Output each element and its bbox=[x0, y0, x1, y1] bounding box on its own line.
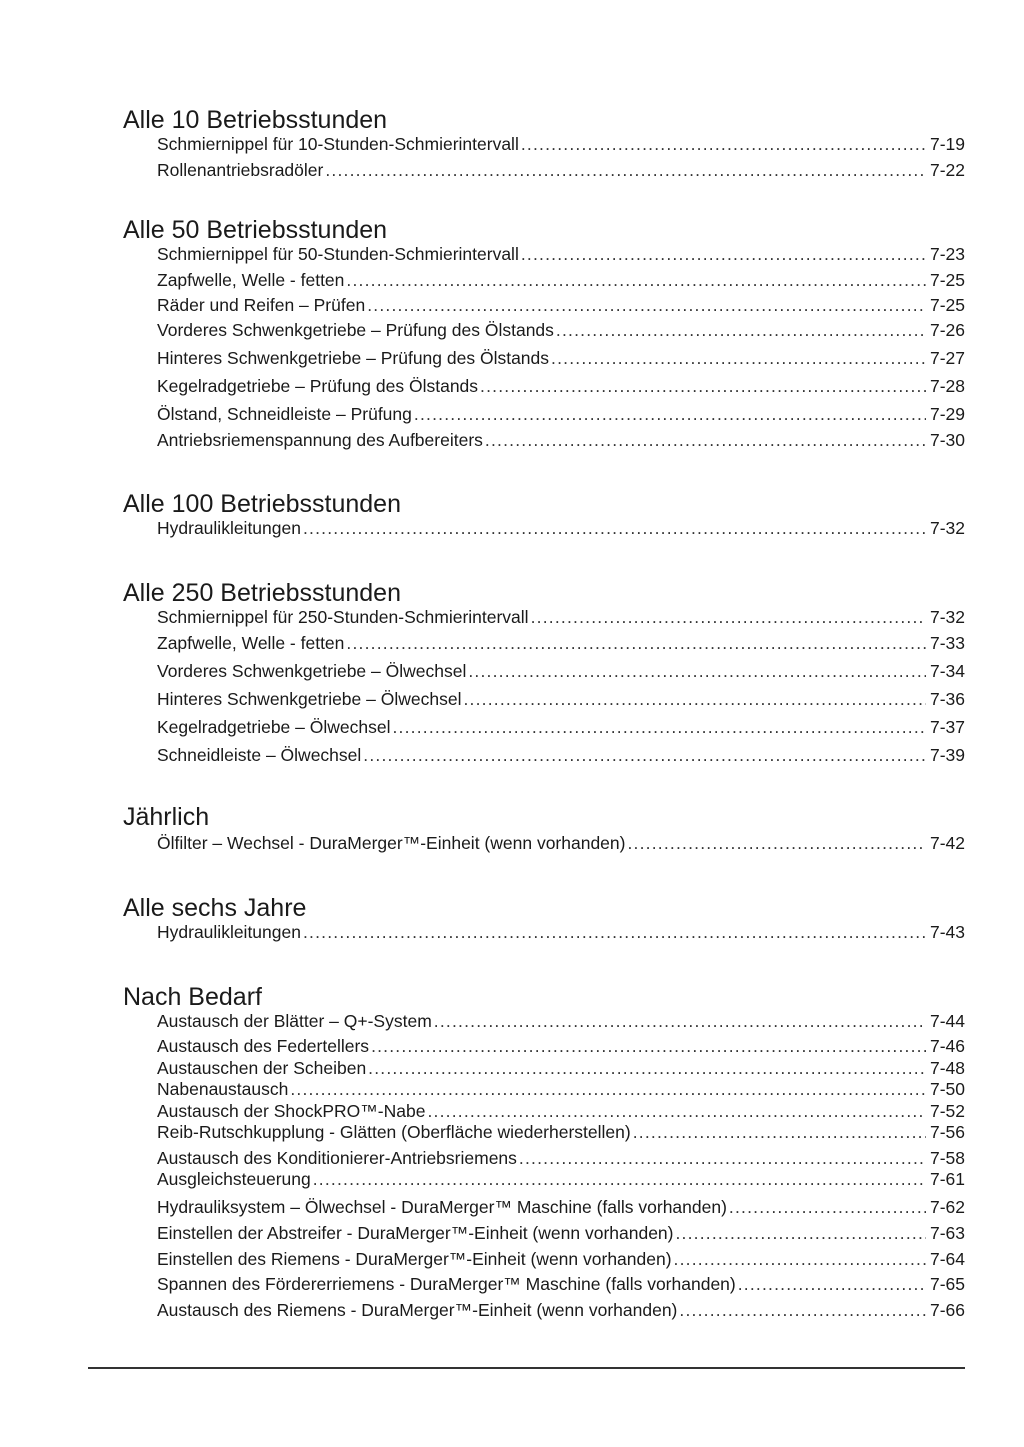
entry-label: Zapfwelle, Welle - fetten bbox=[157, 270, 345, 290]
entry-page: 7-29 bbox=[929, 404, 965, 424]
dot-leader bbox=[521, 133, 926, 155]
entry-label: Kegelradgetriebe – Prüfung des Ölstands bbox=[157, 376, 479, 396]
entry-page: 7-62 bbox=[929, 1197, 965, 1217]
entry-label: Einstellen des Riemens - DuraMerger™-Einheit (wenn vorhanden) bbox=[157, 1249, 672, 1269]
entry-label: Schmiernippel für 50-Stunden-Schmierintervall bbox=[157, 244, 519, 264]
section-title: Alle sechs Jahre bbox=[123, 894, 307, 922]
toc-entry[interactable] bbox=[157, 1299, 965, 1321]
toc-entry[interactable] bbox=[157, 921, 965, 943]
toc-entry[interactable] bbox=[157, 375, 965, 397]
entry-page: 7-25 bbox=[929, 270, 965, 290]
entry-page: 7-48 bbox=[929, 1058, 965, 1078]
section-title: Alle 10 Betriebsstunden bbox=[123, 106, 388, 134]
dot-leader bbox=[468, 660, 926, 682]
dot-leader bbox=[738, 1273, 926, 1295]
dot-leader bbox=[556, 319, 926, 341]
entry-label: Austausch der ShockPRO™-Nabe bbox=[157, 1101, 426, 1121]
entry-label: Austausch des Federtellers bbox=[157, 1036, 370, 1056]
entry-label: Reib-Rutschkupplung - Glätten (Oberfläche wiederherstellen) bbox=[157, 1122, 631, 1142]
entry-page: 7-32 bbox=[929, 607, 965, 627]
section-title: Alle 100 Betriebsstunden bbox=[123, 490, 401, 518]
dot-leader bbox=[392, 716, 925, 738]
toc-entry[interactable] bbox=[157, 517, 965, 539]
entry-page: 7-30 bbox=[929, 430, 965, 450]
entry-label: Kegelradgetriebe – Ölwechsel bbox=[157, 717, 391, 737]
entry-label: Austausch der Blätter – Q+-System bbox=[157, 1011, 432, 1031]
dot-leader bbox=[371, 1035, 926, 1057]
entry-page: 7-19 bbox=[929, 134, 965, 154]
dot-leader bbox=[368, 1057, 926, 1079]
toc-entry[interactable] bbox=[157, 319, 965, 341]
entry-label: Austauschen der Scheiben bbox=[157, 1058, 367, 1078]
toc-entry[interactable] bbox=[157, 403, 965, 425]
toc-entry[interactable] bbox=[157, 1222, 965, 1244]
toc-entry[interactable] bbox=[157, 660, 965, 682]
entry-label: Schmiernippel für 250-Stunden-Schmierintervall bbox=[157, 607, 529, 627]
toc-entry[interactable] bbox=[157, 716, 965, 738]
section-title: Alle 250 Betriebsstunden bbox=[123, 579, 401, 607]
toc-entry[interactable] bbox=[157, 294, 965, 316]
toc-entry[interactable] bbox=[157, 1010, 965, 1032]
entry-label: Hinteres Schwenkgetriebe – Prüfung des Ölstands bbox=[157, 348, 550, 368]
entry-label: Antriebsriemenspannung des Aufbereiters bbox=[157, 430, 483, 450]
section-title: Jährlich bbox=[123, 803, 210, 831]
entry-label: Schneidleiste – Ölwechsel bbox=[157, 745, 362, 765]
dot-leader bbox=[325, 159, 926, 181]
toc-entry[interactable] bbox=[157, 243, 965, 265]
dot-leader bbox=[427, 1100, 926, 1122]
toc-entry[interactable] bbox=[157, 347, 965, 369]
entry-page: 7-63 bbox=[929, 1223, 965, 1243]
dot-leader bbox=[485, 429, 926, 451]
entry-page: 7-58 bbox=[929, 1148, 965, 1168]
toc-entry[interactable] bbox=[157, 1196, 965, 1218]
dot-leader bbox=[633, 1121, 926, 1143]
toc-entry[interactable] bbox=[157, 1035, 965, 1057]
toc-entry[interactable] bbox=[157, 1273, 965, 1295]
entry-label: Hinteres Schwenkgetriebe – Ölwechsel bbox=[157, 689, 462, 709]
entry-page: 7-23 bbox=[929, 244, 965, 264]
entry-page: 7-39 bbox=[929, 745, 965, 765]
entry-page: 7-25 bbox=[929, 295, 965, 315]
dot-leader bbox=[414, 403, 926, 425]
entry-label: Ausgleichsteuerung bbox=[157, 1169, 311, 1189]
dot-leader bbox=[290, 1078, 926, 1100]
section-title: Nach Bedarf bbox=[123, 983, 262, 1011]
dot-leader bbox=[519, 1147, 926, 1169]
entry-page: 7-28 bbox=[929, 376, 965, 396]
entry-page: 7-44 bbox=[929, 1011, 965, 1031]
toc-entry[interactable] bbox=[157, 133, 965, 155]
entry-label: Spannen des Fördererriemens - DuraMerger™ Maschine (falls vorhanden) bbox=[157, 1274, 736, 1294]
dot-leader bbox=[434, 1010, 926, 1032]
dot-leader bbox=[521, 243, 926, 265]
entry-label: Austausch des Konditionierer-Antriebsriemens bbox=[157, 1148, 517, 1168]
entry-label: Vorderes Schwenkgetriebe – Prüfung des Ölstands bbox=[157, 320, 554, 340]
entry-page: 7-43 bbox=[929, 922, 965, 942]
footer-rule bbox=[88, 1367, 965, 1369]
toc-entry[interactable] bbox=[157, 1057, 965, 1079]
dot-leader bbox=[303, 921, 926, 943]
dot-leader bbox=[346, 632, 926, 654]
toc-entry[interactable] bbox=[157, 606, 965, 628]
entry-page: 7-37 bbox=[929, 717, 965, 737]
entry-page: 7-42 bbox=[929, 833, 965, 853]
entry-page: 7-46 bbox=[929, 1036, 965, 1056]
dot-leader bbox=[480, 375, 926, 397]
section-title: Alle 50 Betriebsstunden bbox=[123, 216, 388, 244]
entry-label: Austausch des Riemens - DuraMerger™-Einheit (wenn vorhanden) bbox=[157, 1300, 678, 1320]
entry-label: Hydraulikleitungen bbox=[157, 518, 301, 538]
toc-entry[interactable] bbox=[157, 832, 965, 854]
dot-leader bbox=[346, 269, 926, 291]
entry-page: 7-27 bbox=[929, 348, 965, 368]
dot-leader bbox=[463, 688, 926, 710]
entry-label: Hydraulikleitungen bbox=[157, 922, 301, 942]
toc-entry[interactable] bbox=[157, 744, 965, 766]
entry-label: Schmiernippel für 10-Stunden-Schmierintervall bbox=[157, 134, 519, 154]
toc-entry[interactable] bbox=[157, 159, 965, 181]
entry-label: Ölfilter – Wechsel - DuraMerger™-Einheit (wenn vorhanden) bbox=[157, 833, 626, 853]
dot-leader bbox=[313, 1168, 926, 1190]
toc-entry[interactable] bbox=[157, 429, 965, 451]
entry-page: 7-34 bbox=[929, 661, 965, 681]
toc-entry[interactable] bbox=[157, 1100, 965, 1122]
toc-entry[interactable] bbox=[157, 1168, 965, 1190]
toc-entry[interactable] bbox=[157, 632, 965, 654]
dot-leader bbox=[674, 1248, 926, 1270]
entry-label: Ölstand, Schneidleiste – Prüfung bbox=[157, 404, 412, 424]
toc-entry[interactable] bbox=[157, 688, 965, 710]
entry-label: Rollenantriebsradöler bbox=[157, 160, 324, 180]
entry-page: 7-56 bbox=[929, 1122, 965, 1142]
entry-page: 7-66 bbox=[929, 1300, 965, 1320]
toc-entry[interactable] bbox=[157, 1121, 965, 1143]
dot-leader bbox=[679, 1299, 926, 1321]
dot-leader bbox=[367, 294, 926, 316]
entry-page: 7-52 bbox=[929, 1101, 965, 1121]
entry-label: Einstellen der Abstreifer - DuraMerger™-Einheit (wenn vorhanden) bbox=[157, 1223, 674, 1243]
entry-page: 7-36 bbox=[929, 689, 965, 709]
entry-label: Vorderes Schwenkgetriebe – Ölwechsel bbox=[157, 661, 467, 681]
entry-page: 7-33 bbox=[929, 633, 965, 653]
entry-page: 7-32 bbox=[929, 518, 965, 538]
entry-label: Hydrauliksystem – Ölwechsel - DuraMerger™ Maschine (falls vorhanden) bbox=[157, 1197, 727, 1217]
entry-label: Räder und Reifen – Prüfen bbox=[157, 295, 366, 315]
toc-entry[interactable] bbox=[157, 1078, 965, 1100]
toc-entry[interactable] bbox=[157, 269, 965, 291]
entry-label: Zapfwelle, Welle - fetten bbox=[157, 633, 345, 653]
toc-entry[interactable] bbox=[157, 1147, 965, 1169]
entry-page: 7-26 bbox=[929, 320, 965, 340]
dot-leader bbox=[729, 1196, 926, 1218]
entry-page: 7-22 bbox=[929, 160, 965, 180]
dot-leader bbox=[363, 744, 926, 766]
entry-page: 7-64 bbox=[929, 1249, 965, 1269]
dot-leader bbox=[303, 517, 926, 539]
dot-leader bbox=[676, 1222, 926, 1244]
dot-leader bbox=[531, 606, 926, 628]
entry-page: 7-61 bbox=[929, 1169, 965, 1189]
dot-leader bbox=[551, 347, 926, 369]
entry-page: 7-50 bbox=[929, 1079, 965, 1099]
entry-label: Nabenaustausch bbox=[157, 1079, 289, 1099]
dot-leader bbox=[627, 832, 925, 854]
toc-entry[interactable] bbox=[157, 1248, 965, 1270]
entry-page: 7-65 bbox=[929, 1274, 965, 1294]
